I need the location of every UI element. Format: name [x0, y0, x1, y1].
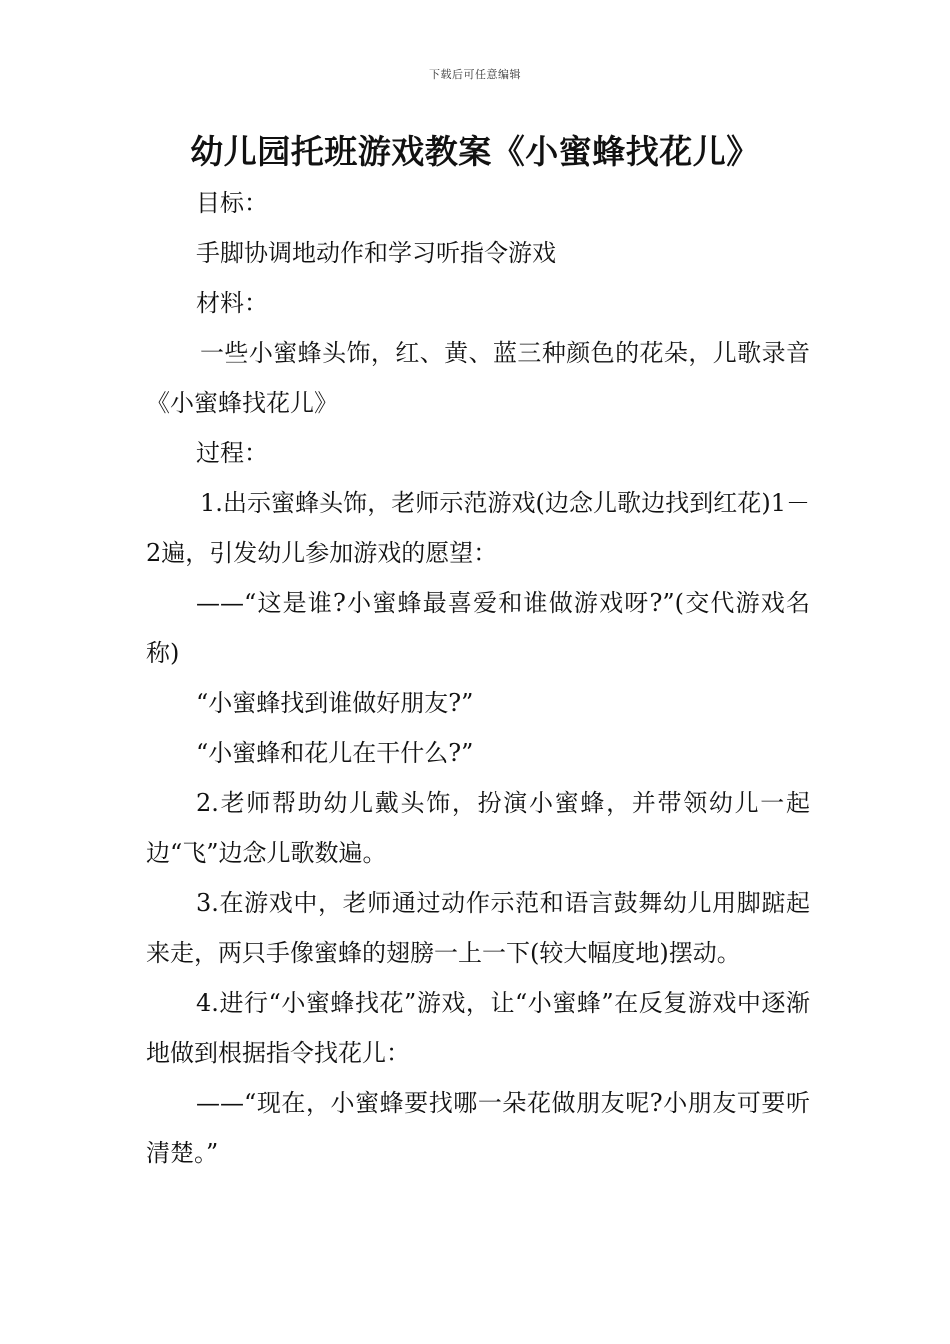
paragraph-step-4-question: ——“现在，小蜜蜂要找哪一朵花做朋友呢?小朋友可要听清楚。” [146, 1089, 810, 1167]
paragraph-step-4: 4.进行“小蜜蜂找花”游戏，让“小蜜蜂”在反复游戏中逐渐地做到根据指令找花儿： [146, 989, 810, 1067]
paragraph-step-1-question-1: ——“这是谁?小蜜蜂最喜爱和谁做游戏呀?”(交代游戏名称) [146, 589, 810, 667]
paragraph-goal-text: 手脚协调地动作和学习听指令游戏 [196, 239, 556, 267]
paragraph-materials-heading: 材料： [196, 289, 268, 317]
paragraph-step-3: 3.在游戏中，老师通过动作示范和语言鼓舞幼儿用脚踮起来走，两只手像蜜蜂的翅膀一上一下(较大幅度地)摆动。 [146, 889, 810, 967]
paragraph-goal-heading: 目标： [196, 189, 268, 217]
paragraph-materials-text: 一些小蜜蜂头饰，红、黄、蓝三种颜色的花朵，儿歌录音《小蜜蜂找花儿》 [146, 339, 810, 417]
paragraph-step-1-question-3: “小蜜蜂和花儿在干什么?” [196, 739, 474, 767]
paragraph-step-1-question-2: “小蜜蜂找到谁做好朋友?” [196, 689, 474, 717]
paragraph-step-1: 1.出示蜜蜂头饰，老师示范游戏(边念儿歌边找到红花)1－2遍，引发幼儿参加游戏的愿望： [146, 489, 810, 567]
document-title: 幼儿园托班游戏教案《小蜜蜂找花儿》 [190, 132, 760, 171]
paragraph-process-heading: 过程： [196, 439, 268, 467]
paragraph-step-2: 2.老师帮助幼儿戴头饰，扮演小蜜蜂，并带领幼儿一起边“飞”边念儿歌数遍。 [146, 789, 810, 867]
header-note: 下载后可任意编辑 [429, 68, 521, 81]
document-body [146, 178, 810, 1178]
